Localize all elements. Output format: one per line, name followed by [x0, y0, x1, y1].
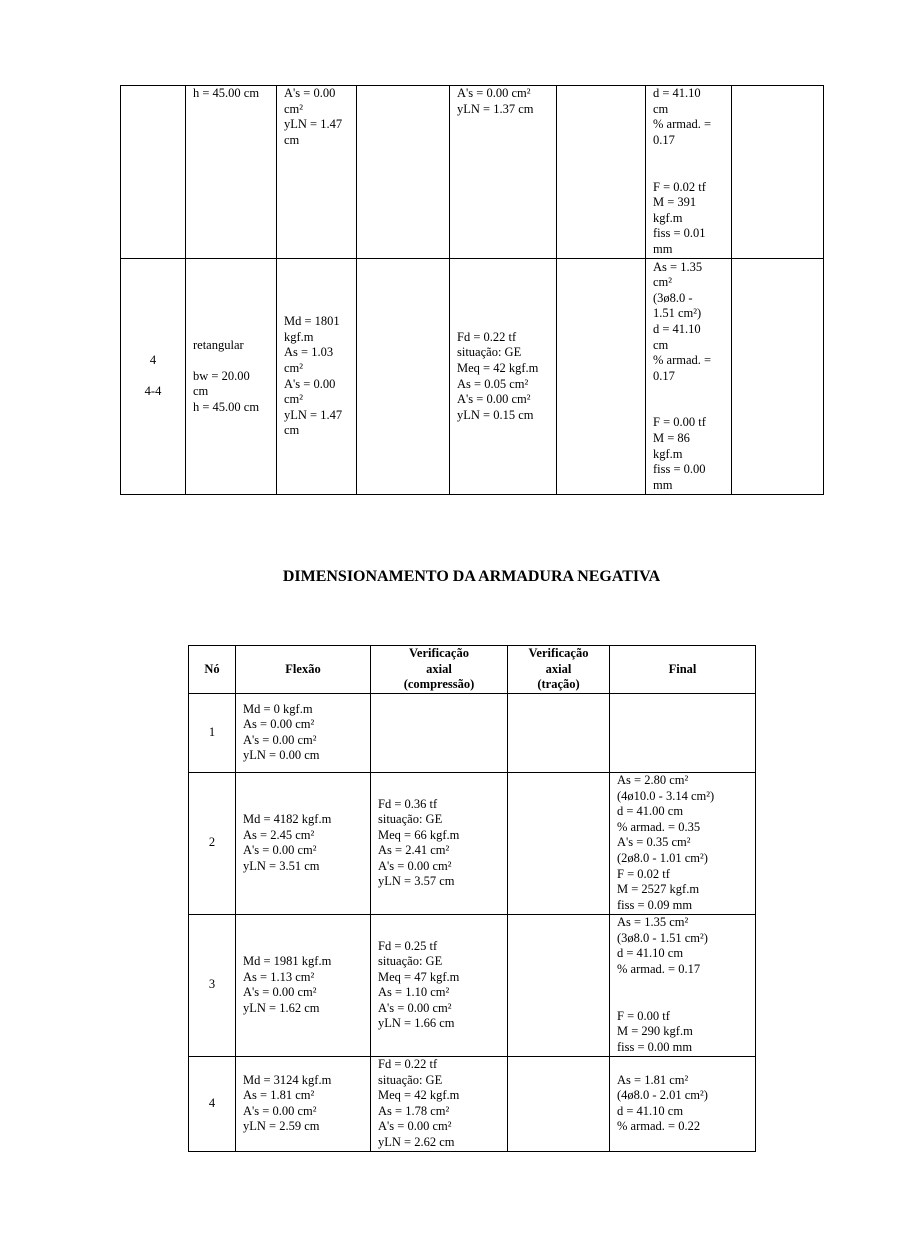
- node-cell: 4 4-4: [121, 259, 186, 495]
- column-header: Verificação axial (compressão): [371, 646, 508, 694]
- negative-reinforcement-table: [188, 645, 756, 1152]
- compression-cell: Fd = 0.22 tf situação: GE Meq = 42 kgf.m As = 1.78 cm² A's = 0.00 cm² yLN = 2.62 cm: [371, 1056, 508, 1151]
- flexao-cell: Md = 0 kgf.m As = 0.00 cm² A's = 0.00 cm² yLN = 0.00 cm: [236, 693, 371, 772]
- table-row: [189, 772, 756, 914]
- flexao-cell: Md = 4182 kgf.m As = 2.45 cm² A's = 0.00 cm² yLN = 3.51 cm: [236, 772, 371, 914]
- traction-cell: [508, 1056, 610, 1151]
- node-cell: 3: [189, 914, 236, 1056]
- flexao-cell: Md = 3124 kgf.m As = 1.81 cm² A's = 0.00 cm² yLN = 2.59 cm: [236, 1056, 371, 1151]
- compression-cell: Fd = 0.25 tf situação: GE Meq = 47 kgf.m As = 1.10 cm² A's = 0.00 cm² yLN = 1.66 cm: [371, 914, 508, 1056]
- column-header: Flexão: [236, 646, 371, 694]
- table-cell: [357, 86, 450, 259]
- column-header: Nó: [189, 646, 236, 694]
- final-cell: [610, 693, 756, 772]
- table-row: [189, 693, 756, 772]
- node-cell: 4: [189, 1056, 236, 1151]
- node-cell: 1: [189, 693, 236, 772]
- table-row: [121, 259, 824, 495]
- table-cell: A's = 0.00 cm² yLN = 1.37 cm: [450, 86, 557, 259]
- table-cell: As = 1.35 cm² (3ø8.0 - 1.51 cm²) d = 41.10 cm % armad. = 0.17 F = 0.00 tf M = 86 kgf.m fiss = 0.00 mm: [646, 259, 732, 495]
- table-cell: Md = 1801 kgf.m As = 1.03 cm² A's = 0.00 cm² yLN = 1.47 cm: [277, 259, 357, 495]
- table-cell: A's = 0.00 cm² yLN = 1.47 cm: [277, 86, 357, 259]
- final-cell: As = 1.35 cm² (3ø8.0 - 1.51 cm²) d = 41.10 cm % armad. = 0.17 F = 0.00 tf M = 290 kgf.m fiss = 0.00 mm: [610, 914, 756, 1056]
- table-cell: d = 41.10 cm % armad. = 0.17 F = 0.02 tf M = 391 kgf.m fiss = 0.01 mm: [646, 86, 732, 259]
- table-cell: [121, 86, 186, 259]
- table-cell: [732, 259, 824, 495]
- positive-reinforcement-table-continued: [120, 85, 824, 495]
- section-title: DIMENSIONAMENTO DA ARMADURA NEGATIVA: [282, 568, 661, 585]
- table-row: [189, 1056, 756, 1151]
- traction-cell: [508, 693, 610, 772]
- table-cell: [732, 86, 824, 259]
- node-cell: 2: [189, 772, 236, 914]
- table-header-row: [189, 646, 756, 694]
- table-cell: Fd = 0.22 tf situação: GE Meq = 42 kgf.m As = 0.05 cm² A's = 0.00 cm² yLN = 0.15 cm: [450, 259, 557, 495]
- table-cell: h = 45.00 cm: [186, 86, 277, 259]
- traction-cell: [508, 914, 610, 1056]
- column-header: Verificação axial (tração): [508, 646, 610, 694]
- compression-cell: Fd = 0.36 tf situação: GE Meq = 66 kgf.m As = 2.41 cm² A's = 0.00 cm² yLN = 3.57 cm: [371, 772, 508, 914]
- column-header: Final: [610, 646, 756, 694]
- table-row: [121, 86, 824, 259]
- compression-cell: [371, 693, 508, 772]
- final-cell: As = 1.81 cm² (4ø8.0 - 2.01 cm²) d = 41.10 cm % armad. = 0.22: [610, 1056, 756, 1151]
- final-cell: As = 2.80 cm² (4ø10.0 - 3.14 cm²) d = 41.00 cm % armad. = 0.35 A's = 0.35 cm² (2ø8.0 - 1.01 cm²) F = 0.02 tf M = 2527 kgf.m fiss = 0.09 mm: [610, 772, 756, 914]
- table-cell: [557, 86, 646, 259]
- flexao-cell: Md = 1981 kgf.m As = 1.13 cm² A's = 0.00 cm² yLN = 1.62 cm: [236, 914, 371, 1056]
- table-row: [189, 914, 756, 1056]
- table-cell: [557, 259, 646, 495]
- table-cell: [357, 259, 450, 495]
- table-cell: retangular bw = 20.00 cm h = 45.00 cm: [186, 259, 277, 495]
- traction-cell: [508, 772, 610, 914]
